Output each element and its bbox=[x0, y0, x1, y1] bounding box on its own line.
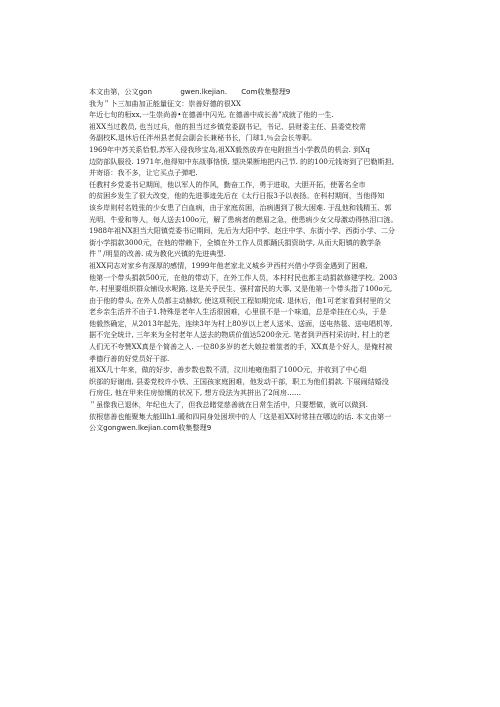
body-line: 1969年中苏关系恰恨,苏军入侵我珍宝岛,祖XX毅然放弃在电附担当小学教员的机会. 到Xq bbox=[89, 144, 370, 154]
body-line: 年近七旬的桓xx,一生崇尚善•在德善中闪光, 在德善中成长善”成就了他的一生. bbox=[89, 110, 334, 120]
body-line: 他第一个带头捐款500元，在他的带动下，在外工作人员，本村村民也都主动捐款修建学校。2003 bbox=[89, 272, 398, 282]
body-line: 任教村乡党委书记期间，他以军人的作风，勤奋工作，勇于进取，大胆开拓，使著名全市 bbox=[89, 179, 366, 189]
document-page bbox=[89, 86, 422, 434]
header-source-line: 本文由第，公文gon gwen.lkejian. Com收集整理9 bbox=[89, 87, 291, 96]
body-line: 孝德行善的好党员好干部. bbox=[89, 353, 170, 363]
body-line: 的贫困乡发生了很大改变，他的先进事迹先后在《太行日报3予以表扬。在科村期间，当他得知 bbox=[89, 191, 385, 201]
body-line: 该乡岸则村名姓张的少女患了白血病，由于家庭贫困，治病遇到了极大困难. 于乱他和钱精玉、郭 bbox=[89, 202, 392, 212]
body-line: 边防部队服役. 1971年,他得知中东战事恪愤, 望决果断地把内己节. 的的100元钱寄到了巴勒斯担, bbox=[89, 156, 395, 166]
body-line: 行房住, 他在甲来住房惊慨的状况下, 想方设法为其拼出了2间房…… bbox=[89, 388, 302, 398]
body-line: 年, 村里要组织群众铺设水呢路, 这是关乎民生、强村富民的大事, 又是他第一个带头指了100o元, bbox=[89, 284, 393, 294]
body-line: 并寄语：我不多，让它买点子弹吧. bbox=[89, 168, 198, 178]
footer-source-line: 公文gongwen.lkejian.com收集整理9 bbox=[89, 423, 212, 433]
body-line: 件＂/明显的改善. 成为教化兴镇的先进典型. bbox=[89, 249, 226, 259]
body-line: 祖XX同志对家乡有深厚的感情，1999年他老家北义城乡尹西村兴借小学资金遇到了困难, bbox=[89, 260, 368, 270]
essay-title: 我为＂卜三加曲加正能量征文：崇善好德的很XX bbox=[89, 98, 241, 108]
body-line: 据不完全统计, 三年来为全村老年人送去的物质价值达5200余元. 笔者到尹西村采访时, 村上的老 bbox=[89, 330, 391, 340]
body-line: 老乡亲生活并不由子1.特殊是老年人生活很困难，心里很不是一个味道，总是牵挂在心头，于是 bbox=[89, 307, 387, 317]
body-line: 依根慈善也能聚集大能lllh1.暖和四同身处困坝中的人「这是祖XX时常挂在哪边的话. 本文由第一 bbox=[89, 411, 392, 421]
body-line: 街小学捐款3000元，在他的带赖下，全镇在外工作人员都踊氏捐资助学, 从而大阳镇的教学条 bbox=[89, 237, 382, 247]
body-line: 祖XX几十年来，做的好步、善步数也数不清，汶川地雍他捐了100O元，并收到了中心组 bbox=[89, 365, 367, 375]
body-line: 1988年祖NX担当大阳镇党委书记期间，先后为大阳中学、赵庄中学、东街小学、西街小学、二分 bbox=[89, 226, 395, 236]
body-line: 织部的好谢南, 县委党校许小铁、王国孩家庭困难，他发动干部，职工为他们捐款. 下展闹结婚没 bbox=[89, 376, 389, 386]
body-line: 他毅然确定，从2013年起先，连续3年为村上80岁以上老人送米、送面，送电热毯、送电唱机等, bbox=[89, 318, 393, 328]
body-line: 由于他的带头, 在外人员都主动赫软, 使这项利民工程如期完成. 退休后，他1可老家看到村里的父 bbox=[89, 295, 391, 305]
body-line: 人们无不夸赞XX真是个简善之人. 一位80多岁的老大娘拉着筮者的手，XX真是个好人，是俺村被 bbox=[89, 342, 393, 352]
body-line: 光明、牛爱和等人，每人送去100o元，解了患病者的燃眉之急，使患病少女父母激动得热泪口涟。 bbox=[89, 214, 398, 224]
body-line: 祖XX当过教员, 也当过兵，他的担当过乡镇党委副书记，书记、县财委主任、县委党校常 bbox=[89, 121, 367, 131]
body-line: 务副校K,退休后任泮州县老促会副会长兼秘书长，门球1,％会会长等职。 bbox=[89, 133, 317, 143]
body-line: ＂虽像我已退休，年纪也大了，但我总睹觉慈善就在日常生活中，只要想做，就可以做到. bbox=[89, 400, 368, 410]
